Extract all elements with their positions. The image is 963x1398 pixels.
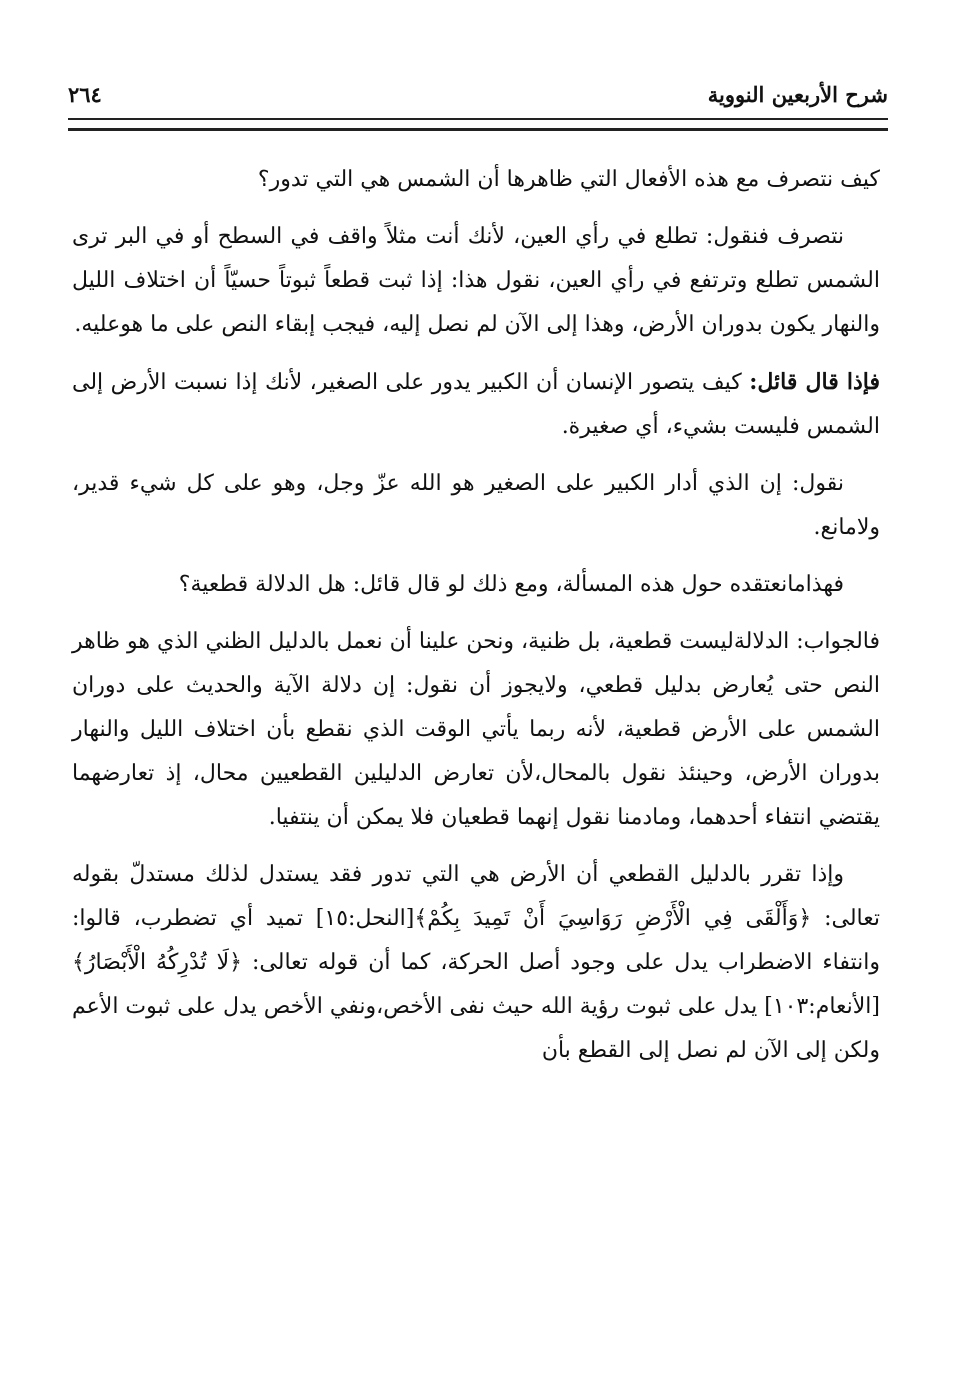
paragraph-lead: فإذا قال قائل: xyxy=(749,369,880,395)
header-divider xyxy=(68,118,888,131)
paragraph-text: نقول: إن الذي أدار الكبير على الصغير هو الله عزّ وجل، وهو على كل شيء قدير، ولامانع. xyxy=(72,471,880,540)
paragraph-text: كيف نتصرف مع هذه الأفعال التي ظاهرها أن الشمس هي التي تدور؟ xyxy=(257,167,880,192)
page-header xyxy=(68,82,888,122)
paragraph-earth-rotation xyxy=(72,853,880,1073)
paragraph-belief xyxy=(72,563,880,607)
paragraph-text: نتصرف فنقول: تطلع في رأي العين، لأنك أنت مثلاً واقف في السطح أو في البر ترى الشمس تطلع وترتفع في رأي العين، نقول هذا: إذا ثبت قطعاً ثبوتاً حسيّاً أن اختلاف الليل والنهار يكون بدوران الأرض، وهذا إلى الآن لم نصل إليه، فيجب إبقاء النص على ما هوعليه. xyxy=(72,224,880,337)
book-title: شرح الأربعين النووية xyxy=(707,82,888,107)
paragraph-text: فهذامانعتقده حول هذه المسألة، ومع ذلك لو قال قائل: هل الدلالة قطعية؟ xyxy=(178,572,844,597)
page-body xyxy=(72,158,880,1086)
paragraph-objection xyxy=(72,360,880,449)
paragraph-answer-sunrise xyxy=(72,215,880,347)
paragraph-text: كيف يتصور الإنسان أن الكبير يدور على الصغير، لأنك إذا نسبت الأرض إلى الشمس فليست بشيء، أي صغيرة. xyxy=(72,370,880,439)
paragraph-reply xyxy=(72,462,880,550)
page-number: ٢٦٤ xyxy=(68,82,102,107)
paragraph-question xyxy=(72,158,880,202)
paragraph-evidence xyxy=(72,620,880,840)
paragraph-text: فالجواب: الدلالةليست قطعية، بل ظنية، ونحن علينا أن نعمل بالدليل الظني الذي هو ظاهر النص حتى يُعارض بدليل قطعي، ولايجوز أن نقول: إن دلالة الآية والحديث على دوران الشمس على الأرض قطعية، لأنه ربما يأتي الوقت الذي نقطع بأن اختلاف الليل والنهار بدوران الأرض، وحينئذ نقول بالمحال،لأن تعارض الدليلين القطعيين محال، إذ تعارضهما يقتضي انتفاء أحدهما، ومادمنا نقول إنهما قطعيان فلا يمكن أن ينتفيا. xyxy=(72,629,880,830)
paragraph-text: وإذا تقرر بالدليل القطعي أن الأرض هي التي تدور فقد يستدل لذلك مستدلّ بقوله تعالى: ﴿وَأَلْقَى فِي الْأَرْضِ رَوَاسِيَ أَنْ تَمِيدَ بِكُمْ﴾[النحل:١٥] تميد أي تضطرب، قالوا: وانتفاء الاضطراب يدل على وجود أصل الحركة، كما أن قوله تعالى: ﴿لَا تُدْرِكُهُ الْأَبْصَارُ﴾[الأنعام:١٠٣] يدل على ثبوت رؤية الله حيث نفى الأخص،ونفي الأخص يدل على ثبوت الأعم ولكن إلى الآن لم نصل إلى القطع بأن xyxy=(72,862,880,1063)
